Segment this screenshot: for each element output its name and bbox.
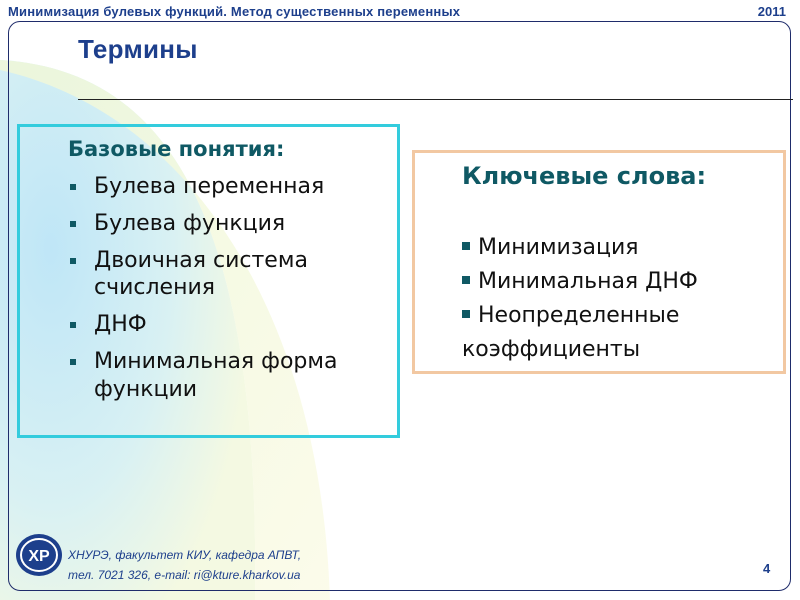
list-item: Булева функция xyxy=(68,210,388,238)
basic-concepts-box xyxy=(17,124,400,438)
footer-contact: тел. 7021 326, e-mail: ri@kture.kharkov.ua xyxy=(68,568,301,582)
square-bullet-icon xyxy=(70,184,76,190)
keywords-heading: Ключевые слова: xyxy=(462,162,707,190)
list-item: ДНФ xyxy=(68,311,388,339)
keywords-box xyxy=(412,150,786,374)
square-bullet-icon xyxy=(70,359,76,365)
slide-title: Термины xyxy=(78,34,198,64)
university-logo-icon xyxy=(14,532,64,578)
list-item: Двоичная система xyxy=(68,247,388,275)
square-bullet-icon xyxy=(462,242,470,250)
list-item: Неопределенные xyxy=(462,299,772,333)
title-divider xyxy=(78,99,793,100)
square-bullet-icon xyxy=(70,258,76,264)
list-item-continuation: коэффициенты xyxy=(462,337,641,362)
list-item: Минимальная ДНФ xyxy=(462,265,772,299)
list-item: Минимизация xyxy=(462,231,772,265)
presentation-title: Минимизация булевых функций. Метод существенных переменных xyxy=(8,4,461,19)
basic-concepts-list xyxy=(68,173,388,413)
square-bullet-icon xyxy=(462,310,470,318)
square-bullet-icon xyxy=(462,276,470,284)
square-bullet-icon xyxy=(70,322,76,328)
list-item-continuation: счисления xyxy=(94,275,215,300)
keywords-list xyxy=(462,231,772,367)
presentation-year: 2011 xyxy=(757,4,786,19)
page-number: 4 xyxy=(763,561,771,576)
basic-concepts-heading: Базовые понятия: xyxy=(68,137,285,161)
square-bullet-icon xyxy=(70,221,76,227)
logo-text: ХР xyxy=(28,548,50,565)
list-item: Булева переменная xyxy=(68,173,388,201)
footer-affiliation: ХНУРЭ, факультет КИУ, кафедра АПВТ, xyxy=(68,548,302,562)
list-item: Минимальная форма функции xyxy=(68,348,388,404)
